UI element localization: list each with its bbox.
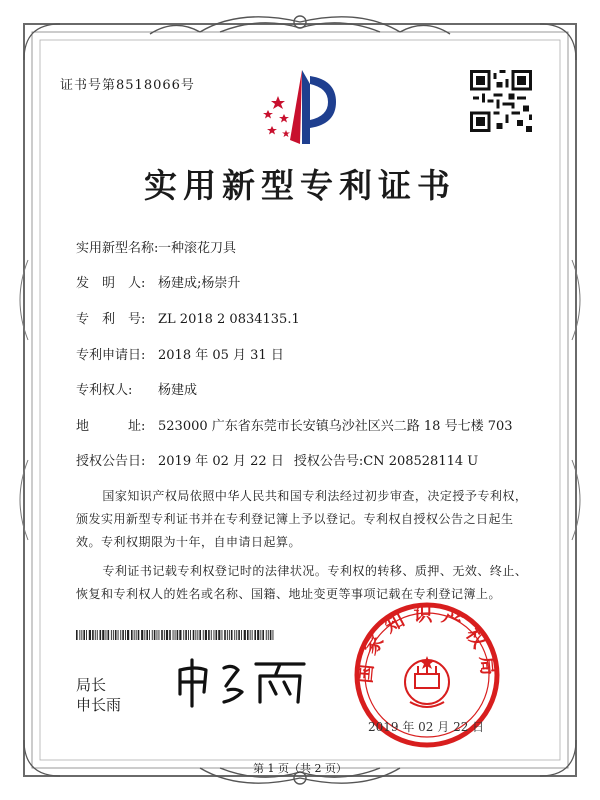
certificate-number: 证书号第8518066号 [60, 78, 195, 93]
field-patent-no-value: ZL 2018 2 0834135.1 [158, 312, 300, 327]
field-patentee [76, 379, 197, 398]
seal-date: 2019 年 02 月 22 日 [368, 720, 485, 734]
field-inventors-label: 发 明 人: [76, 276, 146, 291]
field-inventors [76, 272, 240, 291]
patent-office-logo [250, 62, 350, 152]
field-patentee-value: 杨建成 [158, 383, 198, 398]
director-title: 局长 [76, 676, 107, 694]
field-patent-no-label: 专 利 号: [76, 312, 146, 327]
field-filing-date-value: 2018 年 05 月 31 日 [158, 348, 284, 363]
field-filing-date-label: 专利申请日: [76, 348, 146, 363]
svg-text:国家知识产权局: 国家知识产权局 [354, 603, 500, 685]
field-grant-date: 2019 年 02 月 22 日 [158, 454, 284, 469]
qr-code [470, 70, 532, 132]
field-filing-date [76, 344, 284, 363]
field-address-value: 523000 广东省东莞市长安镇乌沙社区兴二路 18 号七楼 703 [158, 419, 513, 434]
field-grant-label: 授权公告日: [76, 454, 146, 469]
field-address [76, 415, 513, 434]
director-signature [172, 650, 312, 710]
field-name [76, 237, 236, 256]
certificate-statement [76, 485, 536, 606]
field-name-label: 实用新型名称: [76, 241, 159, 256]
director-name: 申长雨 [76, 696, 122, 714]
field-patent-no [76, 308, 300, 327]
field-inventors-value: 杨建成;杨崇升 [158, 276, 241, 291]
field-grant-no-label: 授权公告号: [293, 454, 364, 469]
barcode [76, 630, 276, 640]
statement-paragraph: 专利证书记载专利权登记时的法律状况。专利权的转移、质押、无效、终止、恢复和专利权人的姓名或名称、国籍、地址变更等事项记载在专利登记簿上。 [76, 564, 528, 601]
field-grant [76, 450, 478, 469]
page-number: 第 1 页（共 2 页） [253, 762, 347, 775]
field-address-label: 地 址: [76, 419, 146, 434]
field-grant-no-value: CN 208528114 U [363, 454, 479, 469]
field-name-value: 一种滚花刀具 [158, 241, 237, 256]
field-patentee-label: 专利权人: [76, 383, 133, 398]
statement-paragraph: 国家知识产权局依照中华人民共和国专利法经过初步审查，决定授予专利权，颁发实用新型专利证书并在专利登记簿上予以登记。专利权自授权公告之日起生效。专利权期限为十年，自申请日起算。 [76, 489, 528, 549]
page-title: 实用新型专利证书 [144, 166, 456, 205]
